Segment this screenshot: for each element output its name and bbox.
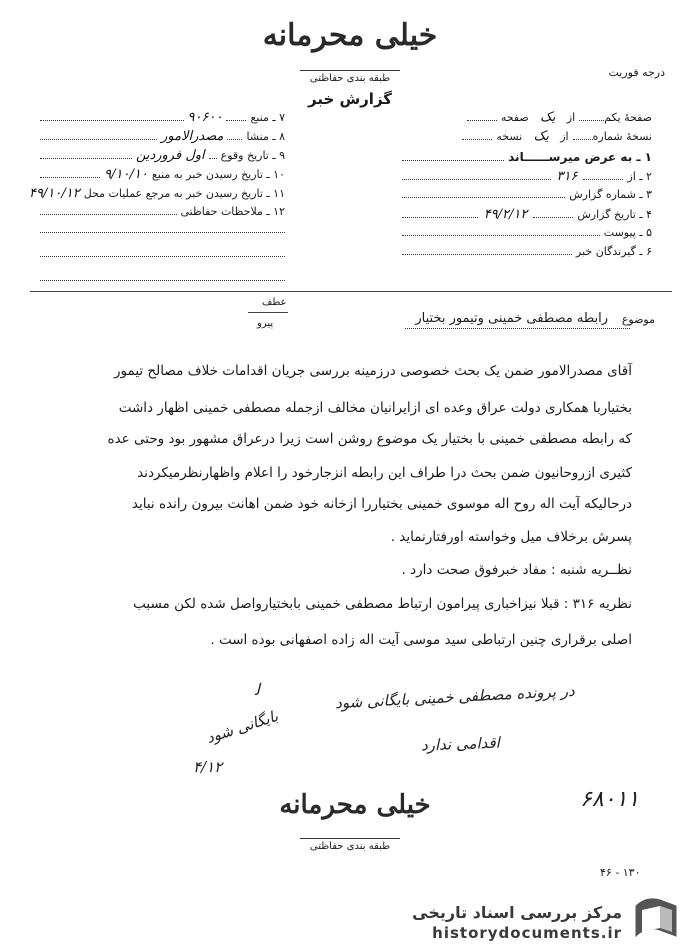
brand-name: مرکز بررسی اسناد تاریخی [412, 903, 622, 922]
urgency-label: درجه فوریت [608, 66, 665, 79]
top-classification-stamp: خیلی محرمانه [262, 18, 438, 53]
bottom-classification-caption: طبقه بندی حفاظتی [300, 838, 400, 852]
field-origin [40, 129, 285, 144]
subject-text: رابطه مصطفی خمینی وتیمور بختیار [415, 311, 608, 326]
copy-number-field [402, 129, 652, 144]
field-label: ۶ ـ گیرندگان خبر [576, 245, 652, 258]
field-security-notes [40, 205, 285, 218]
report-title: گزارش خبر [307, 90, 393, 108]
handwritten-date: ۴/۱۲ [193, 758, 223, 776]
field-label: ۴ ـ تاریخ گزارش [577, 208, 652, 221]
field-occurrence-date [40, 148, 285, 163]
follow-up-label: پیرو [257, 318, 274, 329]
reference-label: عطف [262, 297, 287, 308]
field-label: ۷ ـ منبع [250, 111, 285, 124]
field-label: ۱ ـ به عرض میرســــــاند [508, 150, 652, 164]
field-label: ۳ ـ شماره گزارش [569, 188, 652, 201]
body-line: نظــریه شنبه : مفاد خبرفوق صحت دارد . [401, 562, 632, 578]
bottom-classification-stamp: خیلی محرمانه [279, 790, 431, 820]
field-value: اول فروردین [135, 148, 205, 163]
field-value: یک [540, 110, 556, 125]
body-line: اصلی برقراری چنین ارتباطی سید موسی آیت اله زاده اصفهانی بوده است . [210, 632, 632, 648]
field-value: مصدرالامور [161, 129, 224, 144]
field-value: ۹۰۶۰۰ [187, 110, 223, 125]
handwritten-document-number: ۶۸۰۱۱ [580, 787, 640, 812]
form-code: ۴۶ - ۱۳۰ [600, 866, 641, 879]
field-label: ۵ ـ پیوست [603, 226, 652, 239]
field-value: ۴۹/۱۰/۱۲ [29, 186, 80, 201]
body-line: بختیاربا همکاری دولت عراق وعده ای ازایرانیان مخالف ازجمله مصطفی خمینی اظهار داشت [118, 400, 632, 416]
field-receipt-by-source [40, 167, 285, 182]
field-attachment [402, 226, 652, 239]
field-value: ۳۱۶ [556, 169, 578, 184]
field-label: ۱۲ ـ ملاحظات حفاظتی [180, 205, 285, 218]
body-line: کثیری ازروحانیون ضمن بحث درا طراف این رابطه انزجارخود را اعلام واظهارنظرمیکردند [137, 465, 632, 481]
field-from [402, 169, 652, 184]
handwritten-note-archive: بایگانی شود [204, 706, 281, 748]
field-recipients [402, 245, 652, 258]
field-value: یک [533, 129, 549, 144]
blank-dotted-line [40, 256, 285, 257]
subject-label: موضوع [621, 313, 655, 326]
header-separator [30, 291, 672, 292]
page-number-field [402, 110, 652, 125]
body-line: که رابطه مصطفی خمینی با بختیار یک موضوع روشن است زیرا درعراق مشهور بود وحتی عده [107, 431, 632, 447]
field-label: ۱۱ ـ تاریخ رسیدن خبر به مرجع عملیات محل [83, 187, 285, 200]
field-mid-label: صفحه [500, 111, 529, 124]
body-line: درحالیکه آیت اله روح اله موسوی خمینی بختیاررا ازخانه خود ضمن اهانت بیرون رانده نباید [131, 496, 632, 512]
field-report-date [402, 207, 652, 222]
field-label: نسخهٔ شماره [592, 130, 652, 143]
field-mid-label: نسخه [496, 130, 523, 143]
body-line: پسرش برخلاف میل وخواسته اورفتارنماید . [390, 529, 632, 545]
field-submit-to [402, 150, 652, 164]
handwritten-initial-mark: ﻟ [255, 680, 260, 699]
blank-dotted-line [40, 280, 285, 281]
top-classification-caption: طبقه بندی حفاظتی [300, 70, 400, 84]
brand-url: historydocuments.ir [432, 924, 622, 942]
field-label: ۹ ـ تاریخ وقوع [220, 149, 285, 162]
field-value: ۴۹/۲/۱۲ [483, 207, 528, 222]
field-report-number [402, 188, 652, 201]
field-label: ۲ ـ از [627, 170, 652, 183]
brand-logo-icon [630, 892, 682, 944]
blank-dotted-line [40, 232, 285, 233]
body-line: آقای مصدرالامور ضمن یک بحث خصوصی درزمینه بررسی جریان اقدامات خلاف مصالح تیمور [114, 363, 632, 379]
field-mid-label: از [560, 130, 569, 143]
field-value: ۹/۱۰/۱۰ [104, 167, 148, 182]
field-receipt-by-operations [29, 186, 285, 201]
field-label: صفحهٔ یکم [604, 111, 652, 124]
subject-underline [405, 328, 630, 329]
handwritten-note-archive-file: در پرونده مصطفی خمینی بایگانی شود [334, 681, 576, 713]
field-source [40, 110, 285, 125]
field-mid-label: از [566, 111, 576, 124]
body-line: نظریه ۳۱۶ : قبلا نیزاخباری پیرامون ارتباط مصطفی خمینی بابختیارواصل شده لکن مسبب [133, 596, 632, 612]
field-label: ۱۰ ـ تاریخ رسیدن خبر به منبع [151, 168, 285, 181]
reference-line [248, 312, 288, 313]
field-label: ۸ ـ منشا [246, 130, 285, 143]
handwritten-note-no-action: اقدامی ندارد [420, 733, 501, 755]
